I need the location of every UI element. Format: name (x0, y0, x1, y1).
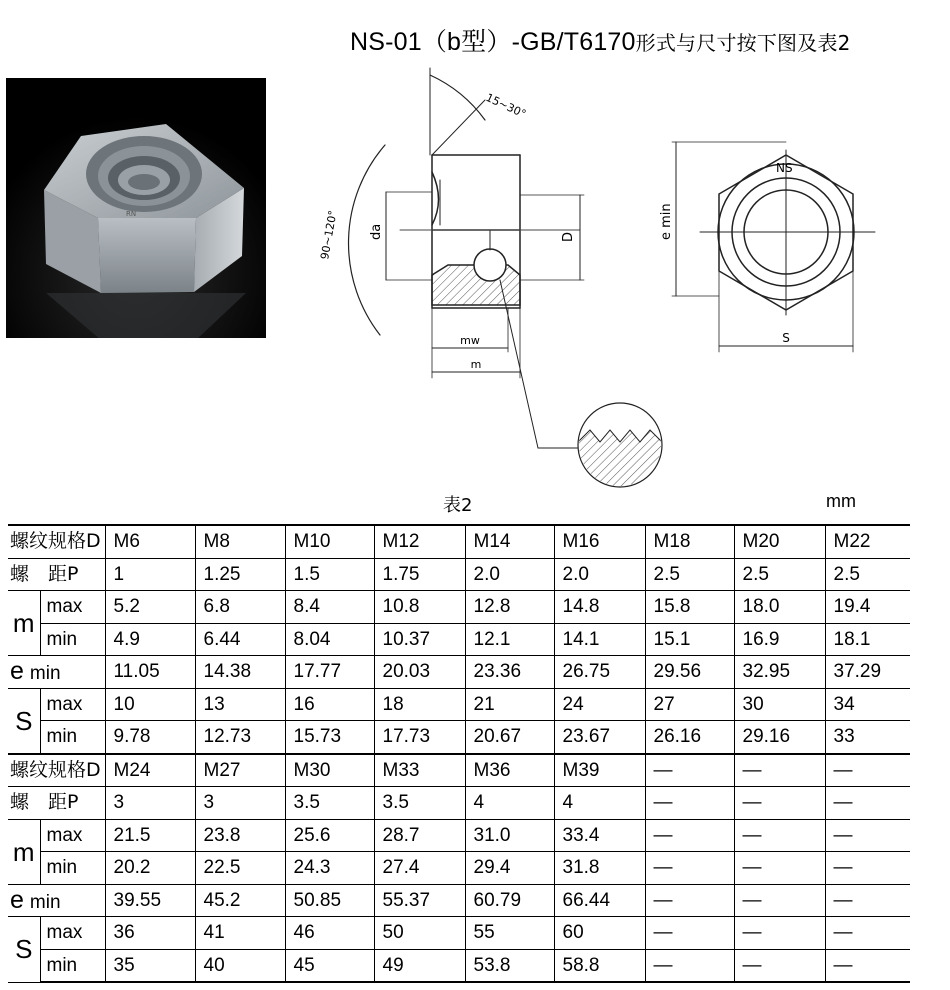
cell-m_min-8: — (825, 852, 910, 885)
cell-e_min-7: — (734, 884, 825, 917)
cell-e_min-8: — (825, 884, 910, 917)
spec-table (8, 524, 910, 983)
cell-s_min-1: 40 (195, 949, 285, 982)
cell-m_max-2: 25.6 (285, 819, 374, 852)
cell-e_min-1: 14.38 (195, 656, 285, 689)
group-label-m: m (8, 591, 40, 656)
cell-e_min-0: 39.55 (105, 884, 195, 917)
row-label-spec: 螺纹规格D (8, 525, 105, 558)
cell-pitch-0: 1 (105, 558, 195, 591)
cell-s_min-1: 12.73 (195, 721, 285, 754)
cell-sizes-8: — (825, 754, 910, 787)
cell-m_min-4: 12.1 (465, 623, 554, 656)
cell-sizes-0: M24 (105, 754, 195, 787)
angle-side-label: 90~120° (318, 209, 340, 261)
cell-s_max-0: 36 (105, 917, 195, 950)
cell-sizes-1: M8 (195, 525, 285, 558)
cell-e_min-4: 23.36 (465, 656, 554, 689)
dim-s-label: S (782, 331, 790, 345)
cell-s_min-2: 45 (285, 949, 374, 982)
sub-label-max: max (40, 591, 105, 624)
cell-s_max-2: 16 (285, 688, 374, 721)
cell-m_max-8: 19.4 (825, 591, 910, 624)
sub-label-min: min (40, 623, 105, 656)
group-label-s: S (8, 688, 40, 754)
cell-sizes-2: M30 (285, 754, 374, 787)
cell-m_max-7: 18.0 (734, 591, 825, 624)
cell-s_min-3: 17.73 (374, 721, 465, 754)
title-main: NS-01（b型）-GB/T6170 (350, 28, 636, 56)
row-label-spec: 螺纹规格D (8, 754, 105, 787)
cell-m_max-4: 31.0 (465, 819, 554, 852)
table-row (8, 721, 910, 754)
cell-m_min-2: 24.3 (285, 852, 374, 885)
unit-label: mm (826, 491, 856, 511)
cell-m_min-3: 27.4 (374, 852, 465, 885)
cell-s_min-4: 20.67 (465, 721, 554, 754)
dim-D-label: D (561, 231, 576, 242)
cell-m_min-7: — (734, 852, 825, 885)
cell-s_min-5: 23.67 (554, 721, 645, 754)
cell-pitch-5: 4 (554, 787, 645, 820)
cell-m_min-8: 18.1 (825, 623, 910, 656)
cell-s_max-5: 24 (554, 688, 645, 721)
cell-sizes-5: M39 (554, 754, 645, 787)
cell-s_max-8: — (825, 917, 910, 950)
product-photo (6, 78, 266, 338)
ns-marking: NS (776, 161, 793, 175)
cell-m_min-0: 4.9 (105, 623, 195, 656)
cell-s_max-3: 18 (374, 688, 465, 721)
cell-m_max-3: 28.7 (374, 819, 465, 852)
cell-s_max-7: 30 (734, 688, 825, 721)
cell-pitch-4: 2.0 (465, 558, 554, 591)
cell-s_min-6: — (645, 949, 734, 982)
sub-label-max: max (40, 688, 105, 721)
cell-sizes-7: — (734, 754, 825, 787)
cell-s_min-2: 15.73 (285, 721, 374, 754)
cell-pitch-5: 2.0 (554, 558, 645, 591)
cell-s_max-0: 10 (105, 688, 195, 721)
cell-e_min-5: 66.44 (554, 884, 645, 917)
cell-sizes-4: M36 (465, 754, 554, 787)
cell-s_min-0: 9.78 (105, 721, 195, 754)
cell-sizes-4: M14 (465, 525, 554, 558)
table-row (8, 591, 910, 624)
sub-label-max: max (40, 917, 105, 950)
cell-sizes-7: M20 (734, 525, 825, 558)
sub-label-max: max (40, 819, 105, 852)
cell-s_min-3: 49 (374, 949, 465, 982)
table-row (8, 949, 910, 982)
cell-pitch-3: 3.5 (374, 787, 465, 820)
cell-s_max-1: 13 (195, 688, 285, 721)
table-row (8, 917, 910, 950)
table-row (8, 819, 910, 852)
sub-label-min: min (40, 949, 105, 982)
cell-pitch-0: 3 (105, 787, 195, 820)
cell-s_max-6: 27 (645, 688, 734, 721)
cell-m_min-5: 31.8 (554, 852, 645, 885)
table-row (8, 884, 910, 917)
cell-sizes-6: M18 (645, 525, 734, 558)
sub-label-min: min (29, 663, 61, 685)
cell-s_max-4: 21 (465, 688, 554, 721)
group-label-s: S (8, 917, 40, 983)
cell-m_min-7: 16.9 (734, 623, 825, 656)
cell-e_min-5: 26.75 (554, 656, 645, 689)
cell-s_max-5: 60 (554, 917, 645, 950)
cell-m_min-2: 8.04 (285, 623, 374, 656)
cell-e_min-3: 20.03 (374, 656, 465, 689)
thread-detail (578, 403, 662, 490)
cell-m_min-1: 6.44 (195, 623, 285, 656)
cell-m_max-4: 12.8 (465, 591, 554, 624)
cell-s_min-4: 53.8 (465, 949, 554, 982)
cell-s_max-2: 46 (285, 917, 374, 950)
sub-label-min: min (29, 891, 61, 913)
cell-e_min-1: 45.2 (195, 884, 285, 917)
cell-m_max-1: 6.8 (195, 591, 285, 624)
cell-pitch-8: — (825, 787, 910, 820)
cell-sizes-1: M27 (195, 754, 285, 787)
cell-m_max-0: 21.5 (105, 819, 195, 852)
row-label-e-min (8, 884, 105, 917)
cell-sizes-8: M22 (825, 525, 910, 558)
cell-sizes-0: M6 (105, 525, 195, 558)
cell-e_min-8: 37.29 (825, 656, 910, 689)
cell-s_max-3: 50 (374, 917, 465, 950)
dim-m-label: m (470, 358, 482, 371)
table-row (8, 656, 910, 689)
cell-m_min-0: 20.2 (105, 852, 195, 885)
group-label-e: e (10, 657, 24, 686)
cell-s_max-7: — (734, 917, 825, 950)
nut-dimension-diagram (300, 60, 900, 500)
detail-circle (474, 249, 506, 281)
page-title (350, 22, 851, 58)
dim-da-label: da (369, 223, 384, 240)
cell-e_min-6: 29.56 (645, 656, 734, 689)
dim-mw-label: mw (460, 334, 480, 347)
cell-sizes-6: — (645, 754, 734, 787)
table-row (8, 525, 910, 558)
cell-pitch-8: 2.5 (825, 558, 910, 591)
cell-s_max-4: 55 (465, 917, 554, 950)
cell-pitch-4: 4 (465, 787, 554, 820)
cell-s_max-1: 41 (195, 917, 285, 950)
dim-e-label: e min (659, 203, 674, 240)
title-suffix: 形式与尺寸按下图及表2 (635, 31, 851, 55)
cell-m_min-6: 15.1 (645, 623, 734, 656)
cell-pitch-6: 2.5 (645, 558, 734, 591)
cell-m_max-7: — (734, 819, 825, 852)
hex-nut-photo-graphic (6, 78, 266, 338)
cell-s_max-6: — (645, 917, 734, 950)
group-label-m: m (8, 819, 40, 884)
table-caption: 表2 (443, 495, 473, 516)
cell-m_max-8: — (825, 819, 910, 852)
cell-e_min-7: 32.95 (734, 656, 825, 689)
sub-label-min: min (40, 852, 105, 885)
cell-s_min-8: — (825, 949, 910, 982)
sub-label-min: min (40, 721, 105, 754)
cell-sizes-3: M33 (374, 754, 465, 787)
cell-m_min-3: 10.37 (374, 623, 465, 656)
cell-pitch-7: 2.5 (734, 558, 825, 591)
cell-m_max-0: 5.2 (105, 591, 195, 624)
angle-top-label: 15~30° (483, 90, 528, 121)
cell-s_min-5: 58.8 (554, 949, 645, 982)
row-label-pitch: 螺 距P (8, 787, 105, 820)
cell-e_min-3: 55.37 (374, 884, 465, 917)
table-row (8, 558, 910, 591)
cell-e_min-0: 11.05 (105, 656, 195, 689)
group-label-e: e (10, 885, 24, 914)
cell-m_max-1: 23.8 (195, 819, 285, 852)
cell-s_min-0: 35 (105, 949, 195, 982)
cell-s_min-7: 29.16 (734, 721, 825, 754)
cell-m_max-2: 8.4 (285, 591, 374, 624)
cell-e_min-6: — (645, 884, 734, 917)
table-row (8, 623, 910, 656)
cell-sizes-3: M12 (374, 525, 465, 558)
cell-m_min-1: 22.5 (195, 852, 285, 885)
cell-pitch-7: — (734, 787, 825, 820)
cell-s_max-8: 34 (825, 688, 910, 721)
cell-e_min-4: 60.79 (465, 884, 554, 917)
cell-s_min-6: 26.16 (645, 721, 734, 754)
cell-pitch-1: 1.25 (195, 558, 285, 591)
cell-m_min-4: 29.4 (465, 852, 554, 885)
cell-s_min-8: 33 (825, 721, 910, 754)
table-row (8, 688, 910, 721)
row-label-pitch: 螺 距P (8, 558, 105, 591)
cell-m_max-6: 15.8 (645, 591, 734, 624)
row-label-e-min (8, 656, 105, 689)
cell-m_max-6: — (645, 819, 734, 852)
table-row (8, 754, 910, 787)
cell-m_max-3: 10.8 (374, 591, 465, 624)
table-row (8, 787, 910, 820)
cell-m_min-5: 14.1 (554, 623, 645, 656)
cell-pitch-6: — (645, 787, 734, 820)
cell-m_max-5: 14.8 (554, 591, 645, 624)
cell-pitch-1: 3 (195, 787, 285, 820)
cell-pitch-2: 3.5 (285, 787, 374, 820)
table-row (8, 852, 910, 885)
cell-m_min-6: — (645, 852, 734, 885)
cell-pitch-3: 1.75 (374, 558, 465, 591)
cell-pitch-2: 1.5 (285, 558, 374, 591)
cell-s_min-7: — (734, 949, 825, 982)
cell-sizes-2: M10 (285, 525, 374, 558)
cell-sizes-5: M16 (554, 525, 645, 558)
technical-drawing (300, 60, 900, 500)
cell-e_min-2: 50.85 (285, 884, 374, 917)
svg-text:RN: RN (126, 210, 137, 218)
cell-m_max-5: 33.4 (554, 819, 645, 852)
cell-e_min-2: 17.77 (285, 656, 374, 689)
